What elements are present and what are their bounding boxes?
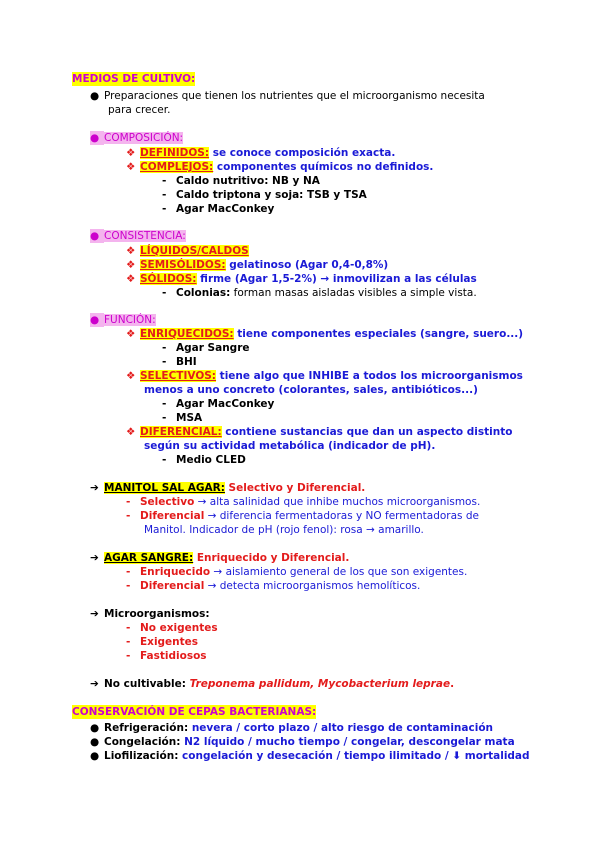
agar-sangre-enriquecido-row: - Enriquecido → aislamiento general de los que son exigentes. — [126, 566, 468, 578]
agar-sangre-enriquecido-text: → aislamiento general de los que son exigentes. — [210, 566, 468, 578]
definidos-label: DEFINIDOS: — [140, 147, 210, 159]
diamond-bullet-icon: ❖ — [126, 245, 136, 257]
list-item: ● Liofilización: congelación y desecación / tiempo ilimitado / ⬇ mortalidad — [90, 750, 530, 762]
semisolidos-text: gelatinoso (Agar 0,4-0,8%) — [225, 259, 389, 271]
manitol-selectivo-label: Selectivo — [140, 496, 195, 508]
bullet-icon: ● — [90, 722, 100, 734]
selectivos-row — [126, 369, 523, 383]
diferencial-row — [126, 425, 512, 439]
colonias-row: - Colonias: forman masas aisladas visibles a simple vista. — [162, 287, 477, 299]
agar-sangre-desc: Enriquecido y Diferencial. — [193, 552, 350, 564]
consistencia-heading — [90, 229, 186, 243]
arrow-right-icon: ➔ — [90, 678, 99, 690]
funcion-heading — [90, 313, 156, 327]
list-item: - Exigentes — [126, 636, 199, 648]
liquidos-label: LÍQUIDOS/CALDOS — [140, 245, 249, 257]
diamond-bullet-icon: ❖ — [126, 426, 136, 438]
enriquecidos-text: tiene componentes especiales (sangre, suero...) — [233, 328, 524, 340]
diferencial-label: DIFERENCIAL: — [140, 426, 222, 438]
diamond-bullet-icon: ❖ — [126, 147, 136, 159]
list-item: - BHI — [162, 356, 197, 368]
selectivos-text-1: tiene algo que INHIBE a todos los microorganismos — [216, 370, 523, 382]
arrow-right-icon: ➔ — [90, 608, 99, 620]
bullet-icon: ● — [90, 131, 104, 145]
diamond-bullet-icon: ❖ — [126, 370, 136, 382]
agar-sangre-diferencial-label: Diferencial — [140, 580, 205, 592]
bullet-icon: ● — [90, 736, 100, 748]
diamond-bullet-icon: ❖ — [126, 273, 136, 285]
list-item: ● Congelación: N2 líquido / mucho tiempo / congelar, descongelar mata — [90, 736, 515, 748]
colonias-text: forman masas aisladas visibles a simple vista. — [230, 287, 477, 299]
list-item: - Caldo triptona y soja: TSB y TSA — [162, 189, 367, 201]
complejos-text: componentes químicos no definidos. — [213, 161, 434, 173]
semisolidos-label: SEMISÓLIDOS: — [140, 259, 226, 271]
complejos-row — [126, 160, 433, 174]
manitol-label: MANITOL SAL AGAR: — [104, 482, 225, 494]
list-item: - MSA — [162, 412, 203, 424]
enriquecidos-row — [126, 327, 523, 341]
list-item: - Caldo nutritivo: NB y NA — [162, 175, 320, 187]
manitol-selectivo-text: → alta salinidad que inhibe muchos microorganismos. — [194, 496, 481, 508]
composicion-title: COMPOSICIÓN: — [104, 132, 184, 144]
section-title-conservacion: CONSERVACIÓN DE CEPAS BACTERIANAS: — [72, 706, 317, 718]
list-item: - Agar Sangre — [162, 342, 250, 354]
definidos-row — [126, 146, 395, 160]
diamond-bullet-icon: ❖ — [126, 161, 136, 173]
arrow-right-icon: ➔ — [90, 482, 99, 494]
solidos-row — [126, 272, 477, 286]
composicion-heading — [90, 131, 183, 145]
colonias-label: Colonias: — [176, 287, 231, 299]
no-cultivable-text: Treponema pallidum, Mycobacterium leprae — [189, 678, 451, 690]
arrow-right-icon: ➔ — [90, 552, 99, 564]
bullet-icon: ● — [90, 229, 104, 243]
no-cultivable-label: No cultivable: — [104, 678, 186, 690]
semisolidos-row — [126, 258, 388, 272]
complejos-label: COMPLEJOS: — [140, 161, 214, 173]
enriquecidos-label: ENRIQUECIDOS: — [140, 328, 234, 340]
bullet-icon: ● — [90, 90, 100, 102]
microorganismos-label: Microorganismos: — [104, 608, 210, 620]
list-item: - Agar MacConkey — [162, 203, 275, 215]
section-title-medios: MEDIOS DE CULTIVO: — [72, 73, 196, 85]
manitol-diferencial-row: - Diferencial → diferencia fermentadoras y NO fermentadoras de — [126, 510, 479, 522]
selectivos-label: SELECTIVOS: — [140, 370, 217, 382]
manitol-diferencial-label: Diferencial — [140, 510, 205, 522]
solidos-label: SÓLIDOS: — [140, 273, 197, 285]
diamond-bullet-icon: ❖ — [126, 328, 136, 340]
list-item: - Medio CLED — [162, 454, 246, 466]
liquidos-row — [126, 244, 249, 258]
agar-sangre-enriquecido-label: Enriquecido — [140, 566, 211, 578]
intro-text-1: Preparaciones que tienen los nutrientes que el microorganismo necesita — [104, 90, 485, 102]
selectivos-text-2: menos a uno concreto (colorantes, sales, antibióticos...) — [144, 384, 478, 396]
agar-sangre-label: AGAR SANGRE: — [104, 552, 194, 564]
agar-sangre-row — [90, 551, 349, 565]
manitol-selectivo-row: - Selectivo → alta salinidad que inhibe muchos microorganismos. — [126, 496, 481, 508]
intro-bullet — [90, 89, 485, 103]
microorganismos-row — [90, 607, 210, 621]
bullet-icon: ● — [90, 750, 100, 762]
solidos-text: firme (Agar 1,5-2%) → inmovilizan a las células — [196, 273, 477, 285]
diamond-bullet-icon: ❖ — [126, 259, 136, 271]
agar-sangre-diferencial-row: - Diferencial → detecta microorganismos hemolíticos. — [126, 580, 421, 592]
funcion-title: FUNCIÓN: — [104, 314, 156, 326]
list-item: ● Refrigeración: nevera / corto plazo / alto riesgo de contaminación — [90, 722, 494, 734]
no-cultivable-end: . — [450, 678, 455, 690]
consistencia-title: CONSISTENCIA: — [104, 230, 186, 242]
manitol-row — [90, 481, 365, 495]
definidos-text: se conoce composición exacta. — [209, 147, 396, 159]
agar-sangre-diferencial-text: → detecta microorganismos hemolíticos. — [204, 580, 421, 592]
manitol-desc: Selectivo y Diferencial. — [224, 482, 366, 494]
list-item: - No exigentes — [126, 622, 218, 634]
no-cultivable-row — [90, 677, 454, 691]
diferencial-text-1: contiene sustancias que dan un aspecto distinto — [221, 426, 513, 438]
bullet-icon: ● — [90, 313, 104, 327]
list-item: - Fastidiosos — [126, 650, 207, 662]
intro-text-2: para crecer. — [108, 104, 171, 116]
list-item: - Agar MacConkey — [162, 398, 275, 410]
diferencial-text-2: según su actividad metabólica (indicador de pH). — [144, 440, 436, 452]
manitol-diferencial-text-1: → diferencia fermentadoras y NO fermentadoras de — [204, 510, 479, 522]
manitol-diferencial-text-2: Manitol. Indicador de pH (rojo fenol): rosa → amarillo. — [144, 524, 424, 536]
